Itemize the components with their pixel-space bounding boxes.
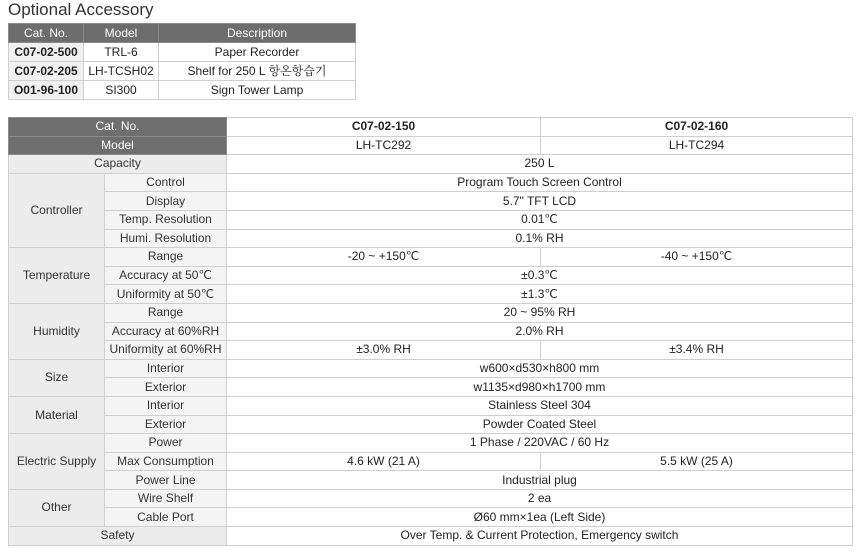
table-row: [9, 155, 853, 174]
material-group: Material: [9, 396, 105, 433]
row-value: Program Touch Screen Control: [227, 173, 853, 192]
cat-no-a: C07-02-150: [227, 118, 541, 137]
row-value: 1 Phase / 220VAC / 60 Hz: [227, 434, 853, 453]
row-label: Uniformity at 60%RH: [105, 341, 227, 360]
spec-model-row: [9, 136, 853, 155]
table-row: [9, 415, 853, 434]
row-label: Range: [105, 248, 227, 267]
cat-no-b: C07-02-160: [541, 118, 853, 137]
row-label: Display: [105, 192, 227, 211]
row-value: 2.0% RH: [227, 322, 853, 341]
page-title: Optional Accessory: [8, 0, 154, 19]
row-value-a: -20 ~ +150℃: [227, 248, 541, 267]
accessory-model: TRL-6: [84, 43, 159, 62]
table-row: [9, 173, 853, 192]
row-label: Cable Port: [105, 508, 227, 527]
row-value-b: ±3.4% RH: [541, 341, 853, 360]
model-label: Model: [9, 136, 227, 155]
row-value: w600×d530×h800 mm: [227, 359, 853, 378]
spec-table: [8, 117, 853, 546]
row-label: Interior: [105, 359, 227, 378]
humidity-group: Humidity: [9, 303, 105, 359]
row-value: Ø60 mm×1ea (Left Side): [227, 508, 853, 527]
row-value-b: 5.5 kW (25 A): [541, 452, 853, 471]
row-value-a: ±3.0% RH: [227, 341, 541, 360]
capacity-value: 250 L: [227, 155, 853, 174]
row-label: Power Line: [105, 471, 227, 490]
safety-label: Safety: [9, 527, 227, 546]
accessory-description: Paper Recorder: [159, 43, 356, 62]
row-label: Power: [105, 434, 227, 453]
table-row: [9, 43, 356, 62]
model-a: LH-TC292: [227, 136, 541, 155]
table-row: [9, 527, 853, 546]
table-row: [9, 508, 853, 527]
row-value: ±1.3℃: [227, 285, 853, 304]
row-label: Wire Shelf: [105, 489, 227, 508]
row-label: Temp. Resolution: [105, 210, 227, 229]
row-value: 5.7" TFT LCD: [227, 192, 853, 211]
row-value-b: -40 ~ +150℃: [541, 248, 853, 267]
table-row: [9, 396, 853, 415]
table-row: [9, 62, 356, 81]
row-label: Control: [105, 173, 227, 192]
table-row: [9, 210, 853, 229]
row-value: 0.01℃: [227, 210, 853, 229]
row-value-a: 4.6 kW (21 A): [227, 452, 541, 471]
accessory-header-row: [9, 24, 356, 43]
table-row: [9, 489, 853, 508]
table-row: [9, 359, 853, 378]
accessory-header-description: Description: [159, 24, 356, 43]
electric-group: Electric Supply: [9, 434, 105, 490]
table-row: [9, 341, 853, 360]
table-row: [9, 248, 853, 267]
accessory-model: LH-TCSH02: [84, 62, 159, 81]
model-b: LH-TC294: [541, 136, 853, 155]
row-label: Accuracy at 60%RH: [105, 322, 227, 341]
table-row: [9, 378, 853, 397]
row-value: 0.1% RH: [227, 229, 853, 248]
row-value: 20 ~ 95% RH: [227, 303, 853, 322]
row-value: Stainless Steel 304: [227, 396, 853, 415]
table-row: [9, 285, 853, 304]
accessory-description: Shelf for 250 L 항온항습기: [159, 62, 356, 81]
table-row: [9, 81, 356, 100]
row-label: Interior: [105, 396, 227, 415]
row-label: Exterior: [105, 378, 227, 397]
safety-value: Over Temp. & Current Protection, Emergency switch: [227, 527, 853, 546]
table-row: [9, 434, 853, 453]
row-label: Humi. Resolution: [105, 229, 227, 248]
row-value: Industrial plug: [227, 471, 853, 490]
row-label: Range: [105, 303, 227, 322]
accessory-header-model: Model: [84, 24, 159, 43]
row-value: ±0.3℃: [227, 266, 853, 285]
size-group: Size: [9, 359, 105, 396]
table-row: [9, 452, 853, 471]
accessory-cat-no: O01-96-100: [9, 81, 84, 100]
accessory-model: SI300: [84, 81, 159, 100]
row-value: w1135×d980×h1700 mm: [227, 378, 853, 397]
row-value: 2 ea: [227, 489, 853, 508]
capacity-label: Capacity: [9, 155, 227, 174]
table-row: [9, 229, 853, 248]
other-group: Other: [9, 489, 105, 526]
accessory-header-cat: Cat. No.: [9, 24, 84, 43]
table-row: [9, 266, 853, 285]
spec-cat-row: [9, 118, 853, 137]
accessory-table: [8, 23, 356, 100]
cat-no-label: Cat. No.: [9, 118, 227, 137]
row-value: Powder Coated Steel: [227, 415, 853, 434]
row-label: Accuracy at 50℃: [105, 266, 227, 285]
accessory-cat-no: C07-02-205: [9, 62, 84, 81]
accessory-description: Sign Tower Lamp: [159, 81, 356, 100]
temperature-group: Temperature: [9, 248, 105, 304]
accessory-cat-no: C07-02-500: [9, 43, 84, 62]
table-row: [9, 303, 853, 322]
row-label: Exterior: [105, 415, 227, 434]
table-row: [9, 322, 853, 341]
controller-group: Controller: [9, 173, 105, 247]
row-label: Uniformity at 50℃: [105, 285, 227, 304]
table-row: [9, 192, 853, 211]
row-label: Max Consumption: [105, 452, 227, 471]
table-row: [9, 471, 853, 490]
